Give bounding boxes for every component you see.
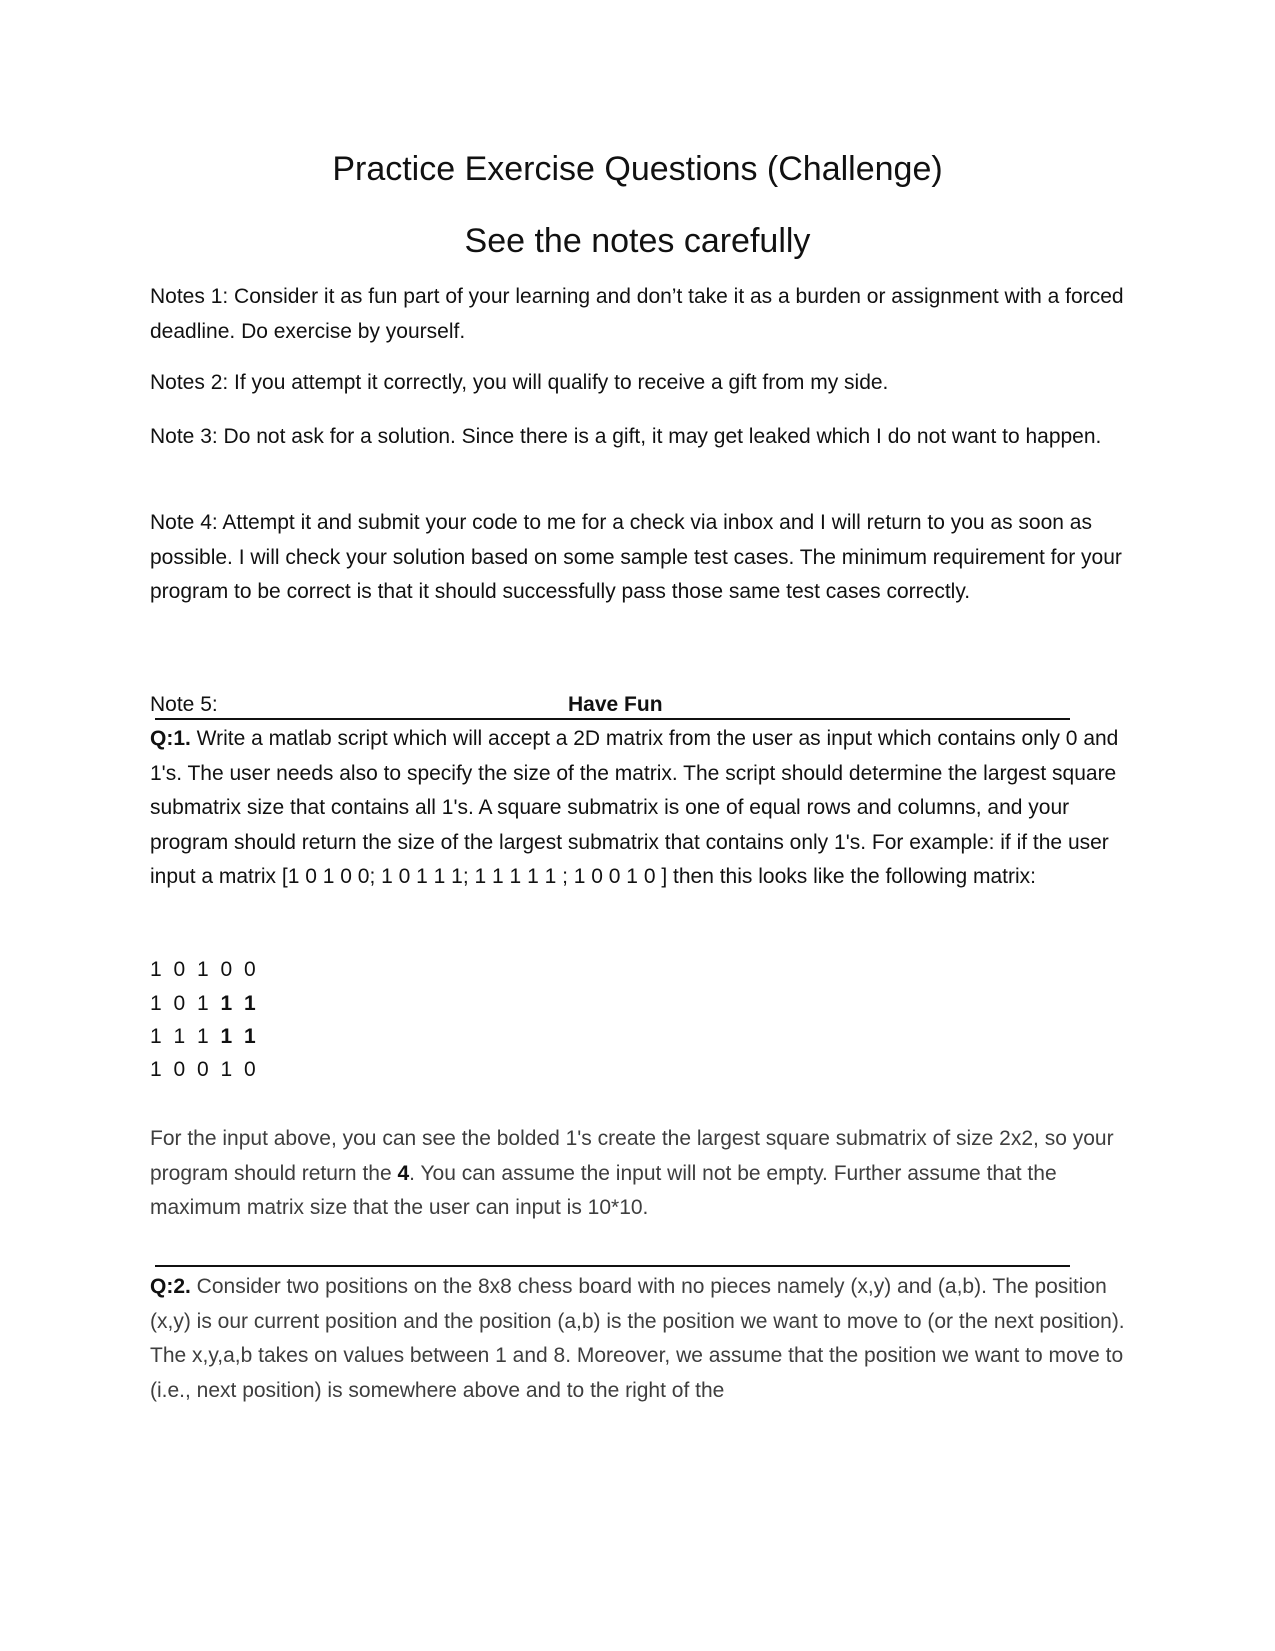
matrix-row-3-plain: 1 1 1: [150, 1025, 221, 1048]
followup-text-a: For the input above, you can see the bolded 1's create the largest square submatrix of size 2x2, so your program should return the: [150, 1127, 1114, 1185]
divider-2: [155, 1265, 1070, 1267]
question-1-label: Q:1.: [150, 727, 191, 750]
note-2: Notes 2: If you attempt it correctly, you will qualify to receive a gift from my side.: [150, 371, 889, 394]
matrix-row-3: [150, 1025, 259, 1049]
matrix-row-1: 1 0 1 0 0: [150, 958, 259, 981]
question-2-label: Q:2.: [150, 1275, 191, 1298]
followup-text-b: . You can assume the input will not be empty. Further assume that the maximum matrix size that the user can input is 10*10.: [150, 1161, 1057, 1219]
matrix-row-2: [150, 992, 259, 1016]
note-4: Note 4: Attempt it and submit your code to me for a check via inbox and I will return to you as soon as possible. I will check your solution based on some sample test cases. The minimum requirement for your program to be correct is that it should successfully pass those same test cases correctly.: [150, 511, 1122, 603]
note-3: Note 3: Do not ask for a solution. Since there is a gift, it may get leaked which I do not want to happen.: [150, 425, 1102, 448]
question-1-text: Write a matlab script which will accept a 2D matrix from the user as input which contains only 0 and 1's. The user needs also to specify the size of the matrix. The script should determine the largest square submatrix size that contains all 1's. A square submatrix is one of equal rows and columns, and your program should return the size of the largest submatrix that contains only 1's. For example: if if the user input a matrix [1 0 1 0 0; 1 0 1 1 1; 1 1 1 1 1 ; 1 0 0 1 0 ] then this looks like the following matrix:: [150, 727, 1119, 888]
note-5-label: Note 5:: [150, 693, 218, 716]
question-1-followup: [150, 1122, 1125, 1226]
followup-answer: 4: [397, 1161, 410, 1185]
question-1: [150, 722, 1125, 895]
divider-1: [155, 718, 1070, 720]
note-1: Notes 1: Consider it as fun part of your learning and don’t take it as a burden or assignment with a forced deadline. Do exercise by yourself.: [150, 285, 1124, 343]
matrix-row-2-plain: 1 0 1: [150, 992, 221, 1015]
note-5-text: Have Fun: [568, 693, 663, 716]
page-title: Practice Exercise Questions (Challenge): [332, 150, 943, 188]
matrix-row-3-bold: 1 1: [220, 1025, 259, 1048]
matrix-row-2-bold: 1 1: [220, 992, 259, 1015]
page-subtitle: See the notes carefully: [464, 222, 811, 260]
question-2: [150, 1270, 1125, 1408]
question-2-text: Consider two positions on the 8x8 chess board with no pieces namely (x,y) and (a,b). The position (x,y) is our current position and the position (a,b) is the position we want to move to (or the next position). The x,y,a,b takes on values between 1 and 8. Moreover, we assume that the position we want to move to (i.e., next position) is somewhere above and to the right of the: [150, 1275, 1125, 1402]
matrix-row-4: 1 0 0 1 0: [150, 1058, 259, 1081]
